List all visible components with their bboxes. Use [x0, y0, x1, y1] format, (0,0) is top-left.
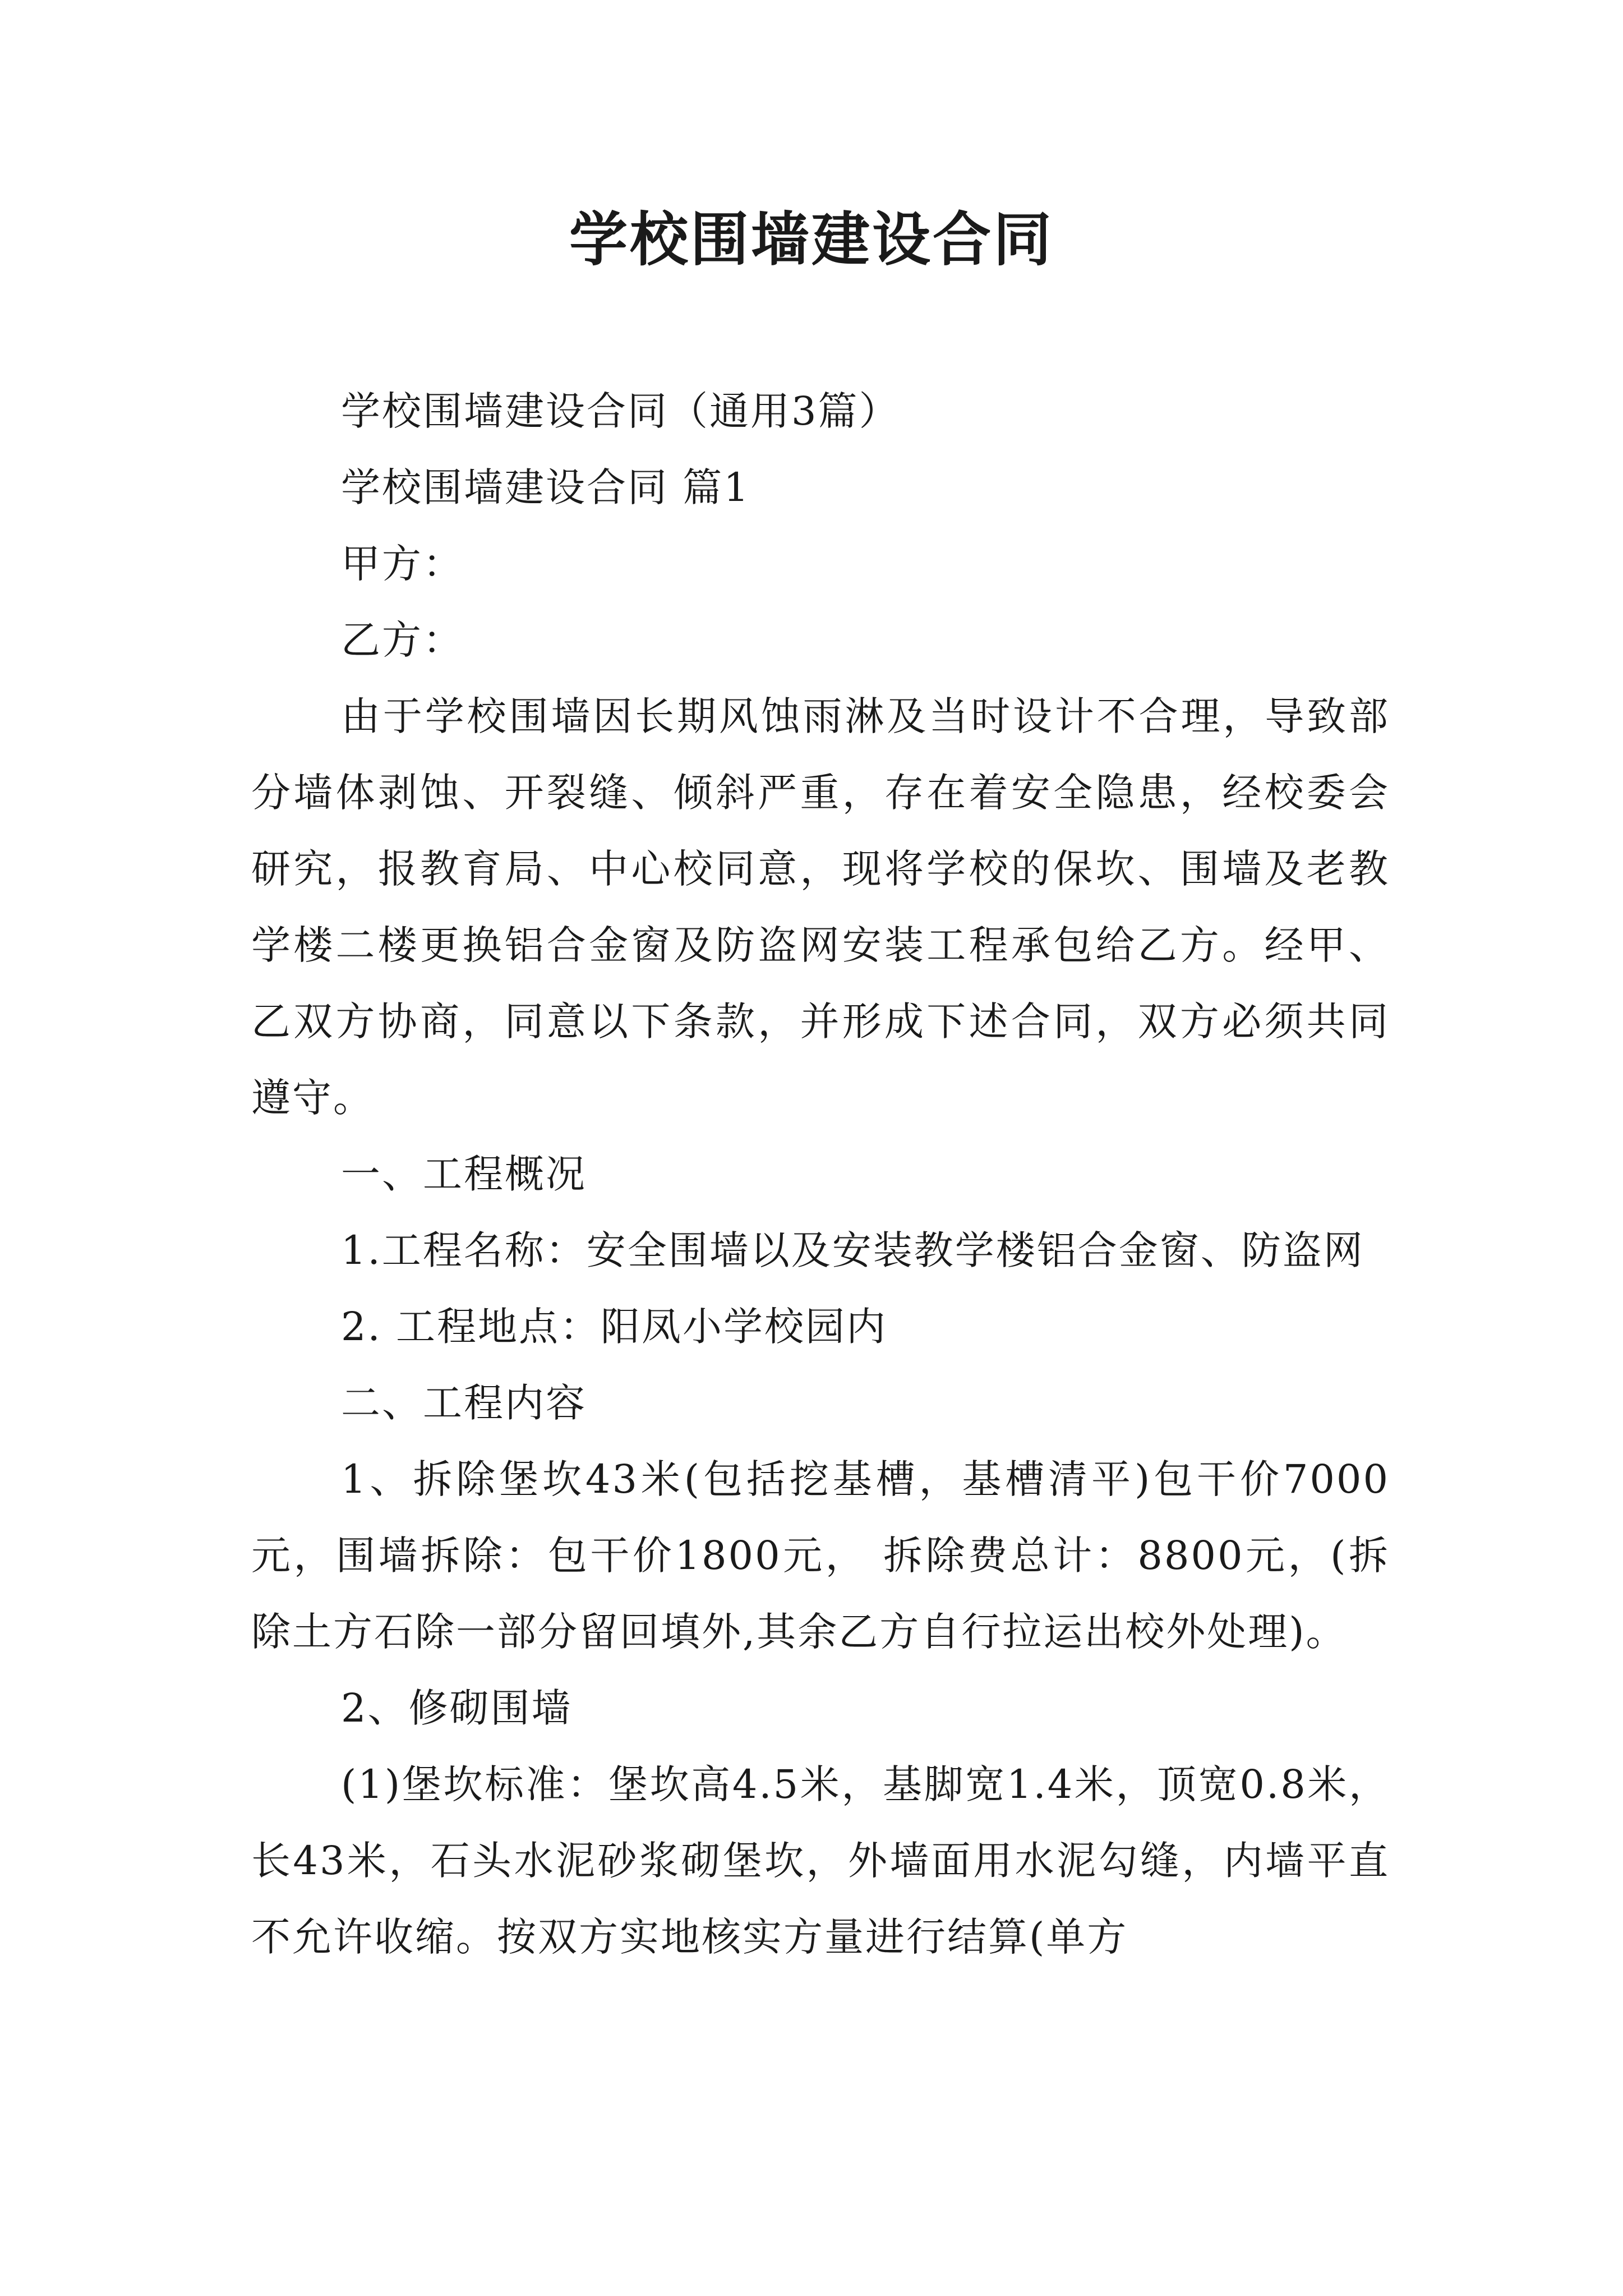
paragraph-preamble: 由于学校围墙因长期风蚀雨淋及当时设计不合理，导致部分墙体剥蚀、开裂缝、倾斜严重，存在着安全隐患，经校委会研究，报教育局、中心校同意，现将学校的保坎、围墙及老教学楼二楼更换铝合金窗及防盗网安装工程承包给乙方。经甲、乙双方协商，同意以下条款，并形成下述合同，双方必须共同遵守。: [251, 693, 1390, 1121]
paragraph-wall-repair: 2、修砌围墙: [341, 1685, 573, 1731]
paragraph-project-name: 1.工程名称：安全围墙以及安装教学楼铝合金窗、防盗网: [341, 1227, 1364, 1273]
paragraph-demolition: 1、拆除堡坎43米(包括挖基槽，基槽清平)包干价7000元，围墙拆除：包干价1800元， 拆除费总计：8800元，(拆除土方石除一部分留回填外,其余乙方自行拉运出校外处理)。: [251, 1456, 1390, 1655]
paragraph-part-one-heading: 学校围墙建设合同 篇1: [341, 464, 750, 510]
paragraph-party-b: 乙方：: [341, 617, 464, 663]
document-body: [251, 373, 1390, 1975]
document-title: 学校围墙建设合同: [569, 205, 1054, 274]
paragraph-party-a: 甲方：: [341, 541, 464, 587]
paragraph-project-location: 2. 工程地点：阳凤小学校园内: [341, 1304, 888, 1350]
section-heading-project-content: 二、工程内容: [341, 1380, 587, 1426]
paragraph-retaining-wall-standard: (1)堡坎标准：堡坎高4.5米，基脚宽1.4米，顶宽0.8米，长43米，石头水泥砂浆砌堡坎，外墙面用水泥勾缝，内墙平直不允许收缩。按双方实地核实方量进行结算(单方: [251, 1761, 1390, 1960]
section-heading-project-overview: 一、工程概况: [341, 1151, 587, 1197]
paragraph-contract-heading: 学校围墙建设合同（通用3篇）: [341, 388, 900, 434]
